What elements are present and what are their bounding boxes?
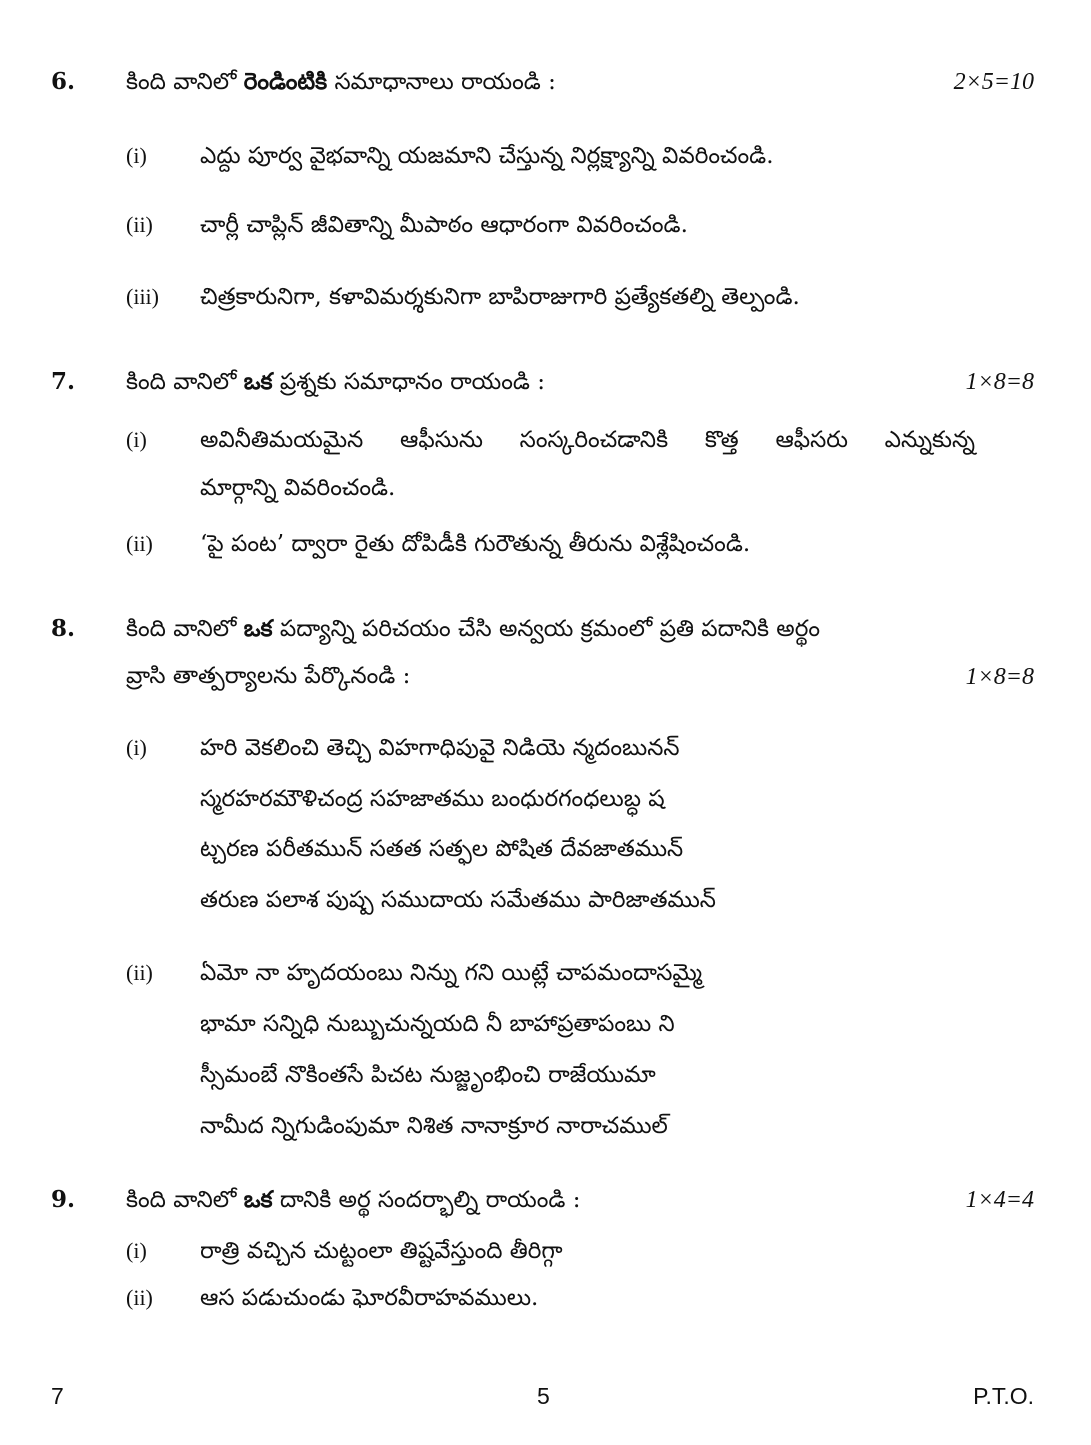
question-text: కింది వానిలో రెండింటికి సమాధానాలు రాయండి : (126, 68, 556, 95)
poem-line: ఏమో నా హృదయంబు నిన్ను గని యిట్లే చాపమందాసమ్మై (200, 960, 703, 986)
marks: 1×4=4 (965, 1187, 1034, 1213)
poem-line: హరి వెకలించి తెచ్చి విహగాధిపువై నిడియె న్మదంబునన్ (200, 735, 680, 761)
question-number: 9. (51, 1186, 76, 1213)
question-text: కింది వానిలో ఒక ప్రశ్నకు సమాధానం రాయండి : (126, 368, 545, 395)
marks: 1×8=8 (965, 369, 1034, 395)
page-number: 5 (537, 1383, 550, 1409)
question-number: 8. (51, 615, 76, 642)
question-text: కింది వానిలో ఒక పద్యాన్ని పరిచయం చేసి అన్వయ క్రమంలో ప్రతి పదానికి అర్థం (126, 615, 821, 642)
question-text: కింది వానిలో ఒక దానికి అర్థ సందర్భాల్ని రాయండి : (126, 1186, 581, 1213)
question-number: 6. (51, 68, 76, 95)
pto-label: P.T.O. (973, 1383, 1034, 1409)
footer-code: 7 (51, 1383, 64, 1409)
marks: 1×8=8 (965, 664, 1034, 690)
exam-page: 6. కింది వానిలో రెండింటికి సమాధానాలు రాయండి : 2×5=10 (i) ఎద్దు పూర్వ వైభవాన్ని యజమాని చేస్తున్న నిర్లక్ష్యాన్ని వివరించండి. (ii) చార్లీ చాప్లిన్ జీవితాన్ని మీపాఠం ఆధారంగా వివరించండి. (iii) చిత్రకారునిగా, కళావిమర్శకునిగా బాపిరాజుగారి ప్రత్యేకతల్ని తెల్పండి. 7. కింది వానిలో ఒక ప్రశ్నకు సమాధానం రాయండి : 1×8=8 (i) అవినీతిమయమైన ఆఫీసును సంస్కరించడానికి కొత్త ఆఫీసరు ఎన్నుకున్న మార్గాన్ని వివరించండి. (ii) ‘పై పంట’ ద్వారా రైతు దోపిడీకి గురౌతున్న తీరును విశ్లేషించండి. 8. కింది వానిలో ఒక పద్యాన్ని పరిచయం చేసి అన్వయ క్రమంలో ప్రతి పదానికి అర్థం వ్రాసి తాత్పర్యాలను పేర్కొనండి : 1×8=8 (i) హరి వెకలించి తెచ్చి విహగాధిపువై నిడియె న్మదంబునన్ స్మరహరమౌళిచంద్ర సహజాతము బంధురగంధలుబ్ధ ష ట్చరణ పరీతమున్ సతత సత్ఫల పోషిత దేవజాతమున్ తరుణ పలాశ పుష్ప సముదాయ సమేతము పారిజాతమున్ (ii) ఏమో నా హృదయంబు నిన్ను గని యిట్లే చాపమందాసమ్మై భామా సన్నిధి నుబ్బుచున్నయది నీ బాహాప్రతాపంబు ని స్సీమంబే నొకింతసే పిచట నుజ్జృంభించి రాజేయుమా నామీద న్నిగుడింపుమా నిశిత నానాక్రూర నారాచముల్ 9. కింది వానిలో ఒక దానికి అర్థ సందర్భాల్ని రాయండి : 1×4=4 (i) రాత్రి వచ్చిన చుట్టంలా తిష్టవేస్తుంది తీరిగ్గా (ii) ఆస పడుచుండు ఘోరవీరాహవములు. 7 5 P.T.O. (51, 68, 1034, 1409)
question-number: 7. (51, 368, 76, 395)
marks: 2×5=10 (953, 69, 1034, 95)
